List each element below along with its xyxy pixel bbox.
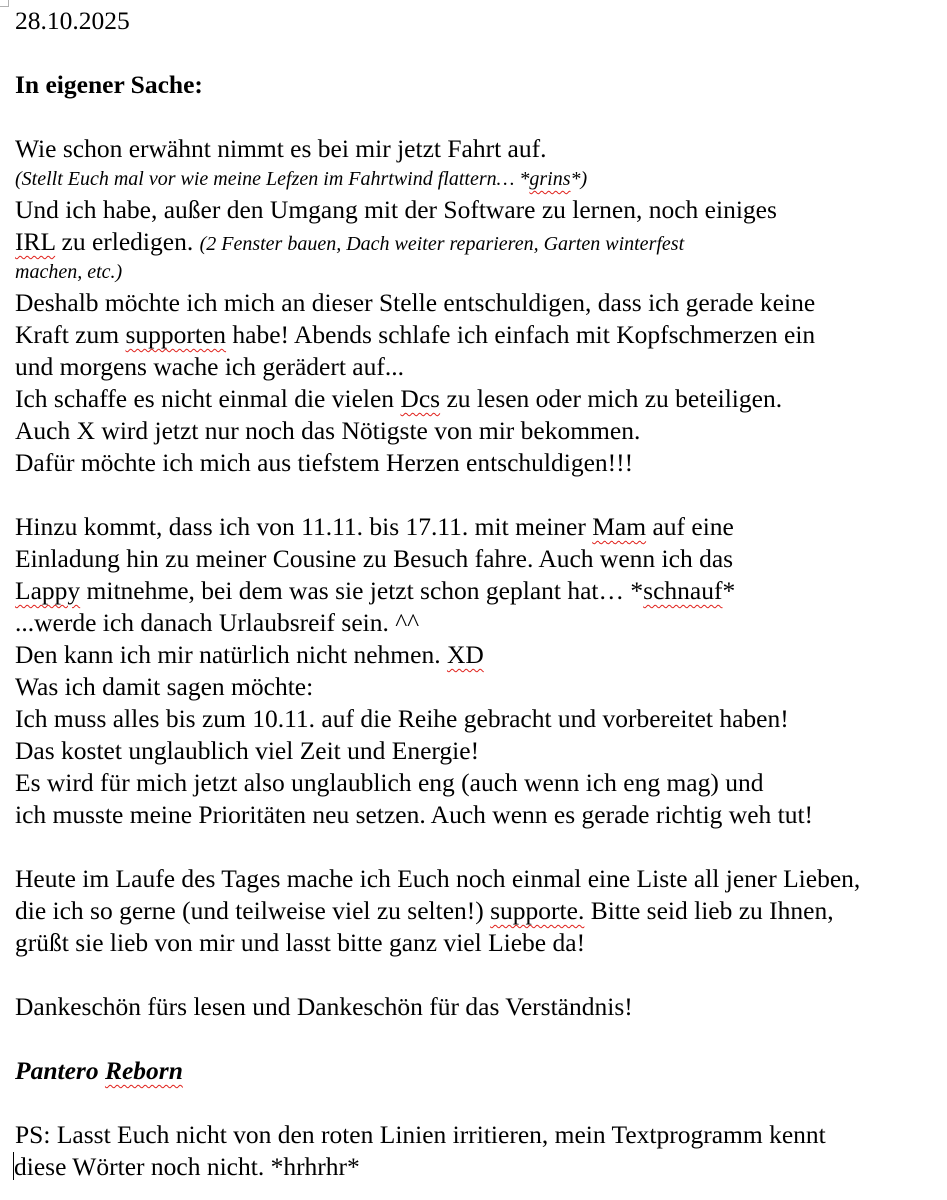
text-line: [15, 639, 945, 671]
text-run: und morgens wache ich gerädert auf...: [15, 352, 404, 381]
text-run: ich musste meine Prioritäten neu setzen. Auch wenn es gerade richtig weh tut!: [15, 800, 814, 829]
text-run: Bitte seid lieb zu Ihnen,: [584, 896, 834, 925]
text-run: Hinzu kommt, dass ich von 11.11. bis 17.11. mit meiner: [15, 512, 593, 541]
text-run: Einladung hin zu meiner Cousine zu Besuch fahre. Auch wenn ich das: [15, 544, 734, 573]
text-run: grüßt sie lieb von mir und lasst bitte ganz viel Liebe da!: [15, 928, 586, 957]
misspelled-word[interactable]: Reborn: [104, 1056, 183, 1085]
text-run: Dankeschön fürs lesen und Dankeschön für das Verständnis!: [15, 992, 633, 1021]
text-run: *): [570, 168, 588, 190]
text-run: machen, etc.): [15, 261, 123, 283]
text-line: [15, 194, 945, 226]
text-run: Den kann ich mir natürlich nicht nehmen.: [15, 640, 447, 669]
text-run: diese Wörter noch nicht. *hrhrhr*: [14, 1152, 360, 1181]
text-run: Es wird für mich jetzt also unglaublich eng (auch wenn ich eng mag) und: [15, 768, 764, 797]
text-line: [15, 767, 945, 799]
text-line: [15, 543, 945, 575]
text-run: Was ich damit sagen möchte:: [15, 672, 314, 701]
text-run: zu lesen oder mich zu beteiligen.: [440, 384, 783, 413]
text-line: [15, 447, 945, 479]
text-run: zu erledigen.: [55, 227, 200, 256]
text-line-italic-note: [15, 258, 945, 287]
text-run: Dafür möchte ich mich aus tiefstem Herzen entschuldigen!!!: [15, 448, 634, 477]
text-line: [15, 895, 945, 927]
blank-line: [15, 1087, 945, 1119]
text-line: [15, 735, 945, 767]
document-body[interactable]: [15, 5, 945, 1183]
text-line: [15, 575, 945, 607]
text-line: [15, 287, 945, 319]
blank-line: [15, 479, 945, 511]
text-line: [15, 671, 945, 703]
misspelled-word[interactable]: supporte.: [490, 896, 585, 925]
text-line: [15, 226, 945, 258]
text-run: Das kostet unglaublich viel Zeit und Energie!: [15, 736, 480, 765]
text-line: [15, 415, 945, 447]
italic-note: (2 Fenster bauen, Dach weiter reparieren, Garten winterfest: [199, 233, 685, 255]
page-corner-mark: [0, 0, 9, 7]
misspelled-word[interactable]: Dcs: [400, 384, 441, 413]
misspelled-word[interactable]: Mam: [592, 512, 647, 541]
text-line: [15, 991, 945, 1023]
date-line: [15, 5, 945, 37]
text-line: [15, 1151, 945, 1183]
text-run: (Stellt Euch mal vor wie meine Lefzen im Fahrtwind flattern… *: [15, 168, 530, 190]
text-run: Ich schaffe es nicht einmal die vielen: [15, 384, 401, 413]
misspelled-word[interactable]: XD: [446, 640, 484, 669]
blank-line: [15, 959, 945, 991]
heading-line: [15, 69, 945, 101]
text-line: [15, 383, 945, 415]
text-line: [15, 607, 945, 639]
text-line: [15, 133, 945, 165]
blank-line: [15, 1023, 945, 1055]
text-run: ...werde ich danach Urlaubsreif sein. ^^: [15, 608, 420, 637]
misspelled-word[interactable]: supporten: [125, 320, 227, 349]
blank-line: [15, 831, 945, 863]
heading-text: In eigener Sache:: [15, 70, 203, 99]
text-run: Und ich habe, außer den Umgang mit der Software zu lernen, noch einiges: [15, 195, 777, 224]
date-text: 28.10.2025: [15, 6, 130, 35]
signature-line: [15, 1055, 945, 1087]
text-run: Deshalb möchte ich mich an dieser Stelle entschuldigen, dass ich gerade keine: [15, 288, 816, 317]
text-run: PS: Lasst Euch nicht von den roten Linien irritieren, mein Textprogramm kennt: [15, 1120, 826, 1149]
misspelled-word[interactable]: IRL: [15, 227, 56, 256]
text-run: die ich so gerne (und teilweise viel zu selten!): [15, 896, 491, 925]
blank-line: [15, 37, 945, 69]
text-line: [15, 1119, 945, 1151]
text-run: Wie schon erwähnt nimmt es bei mir jetzt Fahrt auf.: [15, 134, 547, 163]
text-run: Kraft zum: [15, 320, 126, 349]
misspelled-word[interactable]: grins: [529, 168, 571, 190]
blank-line: [15, 101, 945, 133]
text-line: [15, 703, 945, 735]
text-run: Ich muss alles bis zum 10.11. auf die Reihe gebracht und vorbereitet haben!: [15, 704, 789, 733]
text-run: Auch X wird jetzt nur noch das Nötigste von mir bekommen.: [15, 416, 641, 445]
text-run: mitnehme, bei dem was sie jetzt schon geplant hat… *: [80, 576, 644, 605]
text-line: [15, 863, 945, 895]
misspelled-word[interactable]: schnauf: [643, 576, 723, 605]
text-run: Heute im Laufe des Tages mache ich Euch noch einmal eine Liste all jener Lieben,: [15, 864, 861, 893]
text-line: [15, 319, 945, 351]
misspelled-word[interactable]: Lappy: [15, 576, 81, 605]
text-line: [15, 799, 945, 831]
text-line: [15, 511, 945, 543]
text-run: habe! Abends schlafe ich einfach mit Kopfschmerzen ein: [226, 320, 816, 349]
text-line: [15, 351, 945, 383]
text-line: [15, 927, 945, 959]
signature-text: Pantero: [15, 1056, 105, 1085]
text-run: auf eine: [646, 512, 734, 541]
text-run: *: [722, 576, 736, 605]
text-line-italic-note: [15, 165, 945, 194]
